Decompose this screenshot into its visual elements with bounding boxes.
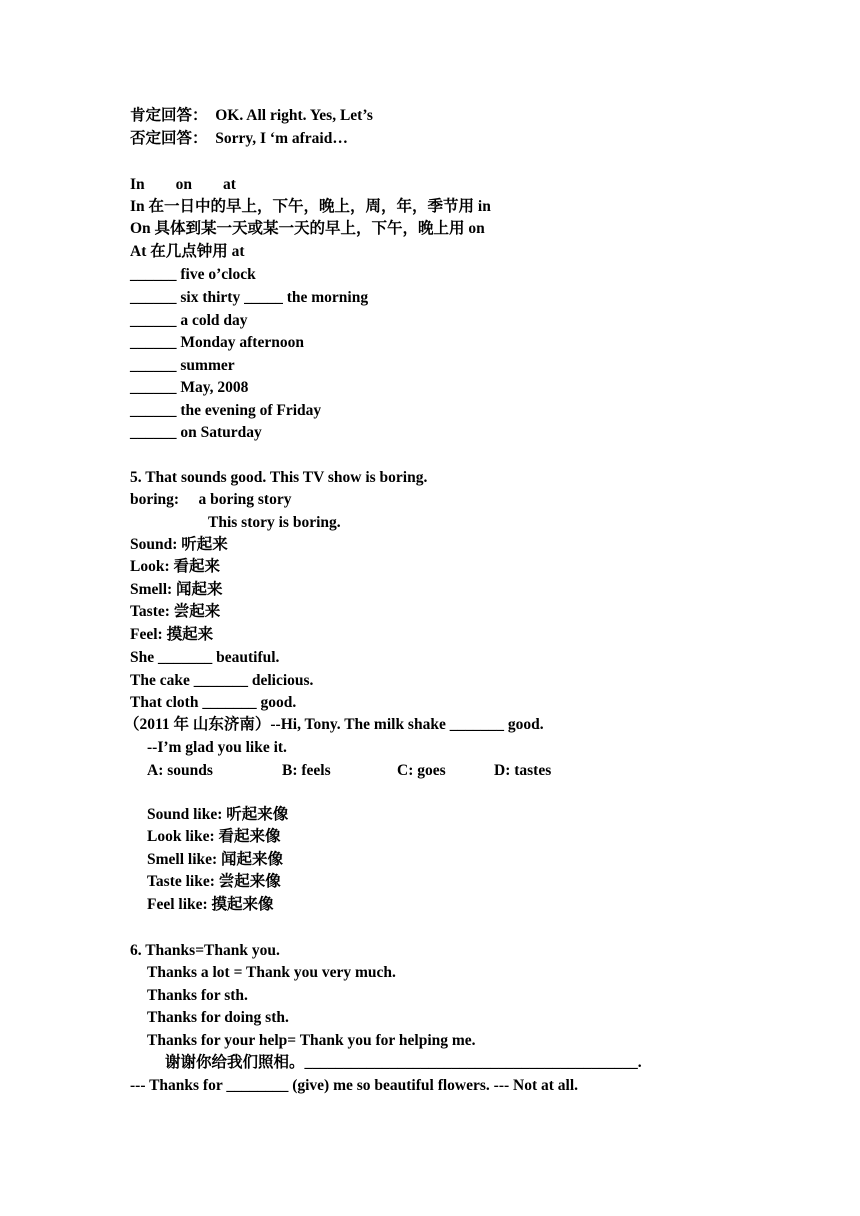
exercise-line: ______ Monday afternoon xyxy=(130,334,304,351)
thanks-line: Thanks for your help= Thank you for helping me. xyxy=(147,1032,476,1049)
thanks-line: Thanks for sth. xyxy=(147,987,248,1004)
exercise-line: ______ the evening of Friday xyxy=(130,402,322,419)
exercise-line: ______ six thirty _____ the morning xyxy=(130,289,369,306)
sense-verb: Smell: 闻起来 xyxy=(130,581,223,598)
sense-verb: Look: 看起来 xyxy=(130,558,220,575)
exercise-line: ______ a cold day xyxy=(130,312,248,329)
exam-reply: --I’m glad you like it. xyxy=(147,739,287,756)
dialogue-exercise: --- Thanks for ________ (give) me so beautiful flowers. --- Not at all. xyxy=(130,1077,579,1094)
fill-blank-question: She _______ beautiful. xyxy=(130,649,280,666)
sense-verb: Sound: 听起来 xyxy=(130,536,228,553)
thanks-line: Thanks a lot = Thank you very much. xyxy=(147,964,396,981)
thanks-line: Thanks for doing sth. xyxy=(147,1009,289,1026)
boring-example-2: This story is boring. xyxy=(208,514,341,531)
boring-example: boring: a boring story xyxy=(130,491,292,508)
option-b: B: feels xyxy=(282,762,331,779)
option-c: C: goes xyxy=(397,762,446,779)
prepositions-header: In on at xyxy=(130,176,236,193)
fill-blank-question: That cloth _______ good. xyxy=(130,694,297,711)
exercise-line: ______ May, 2008 xyxy=(130,379,249,396)
exercise-line: ______ on Saturday xyxy=(130,424,262,441)
fill-blank-question: The cake _______ delicious. xyxy=(130,672,314,689)
rule-in: In 在一日中的早上，下午，晚上，周，年，季节用 in xyxy=(130,198,491,215)
translation-exercise: 谢谢你给我们照相。___________________________________________. xyxy=(165,1054,642,1071)
sense-like: Taste like: 尝起来像 xyxy=(147,873,281,890)
sense-verb: Taste: 尝起来 xyxy=(130,603,221,620)
option-a: A: sounds xyxy=(147,762,213,779)
sense-like: Smell like: 闻起来像 xyxy=(147,851,284,868)
negative-answer: 否定回答： Sorry, I ‘m afraid… xyxy=(130,130,348,147)
rule-on: On 具体到某一天或某一天的早上，下午，晚上用 on xyxy=(130,220,485,237)
sense-like: Feel like: 摸起来像 xyxy=(147,896,274,913)
sense-like: Look like: 看起来像 xyxy=(147,828,281,845)
sense-verb: Feel: 摸起来 xyxy=(130,626,214,643)
section-5-title: 5. That sounds good. This TV show is boring. xyxy=(130,469,428,486)
exercise-line: ______ five o’clock xyxy=(130,266,256,283)
affirmative-answer: 肯定回答： OK. All right. Yes, Let’s xyxy=(130,107,373,124)
rule-at: At 在几点钟用 at xyxy=(130,243,245,260)
sense-like: Sound like: 听起来像 xyxy=(147,806,289,823)
exercise-line: ______ summer xyxy=(130,357,235,374)
exam-question: （2011 年 山东济南）--Hi, Tony. The milk shake _______ good. xyxy=(124,716,544,733)
section-6-title: 6. Thanks=Thank you. xyxy=(130,942,280,959)
option-d: D: tastes xyxy=(494,762,552,779)
